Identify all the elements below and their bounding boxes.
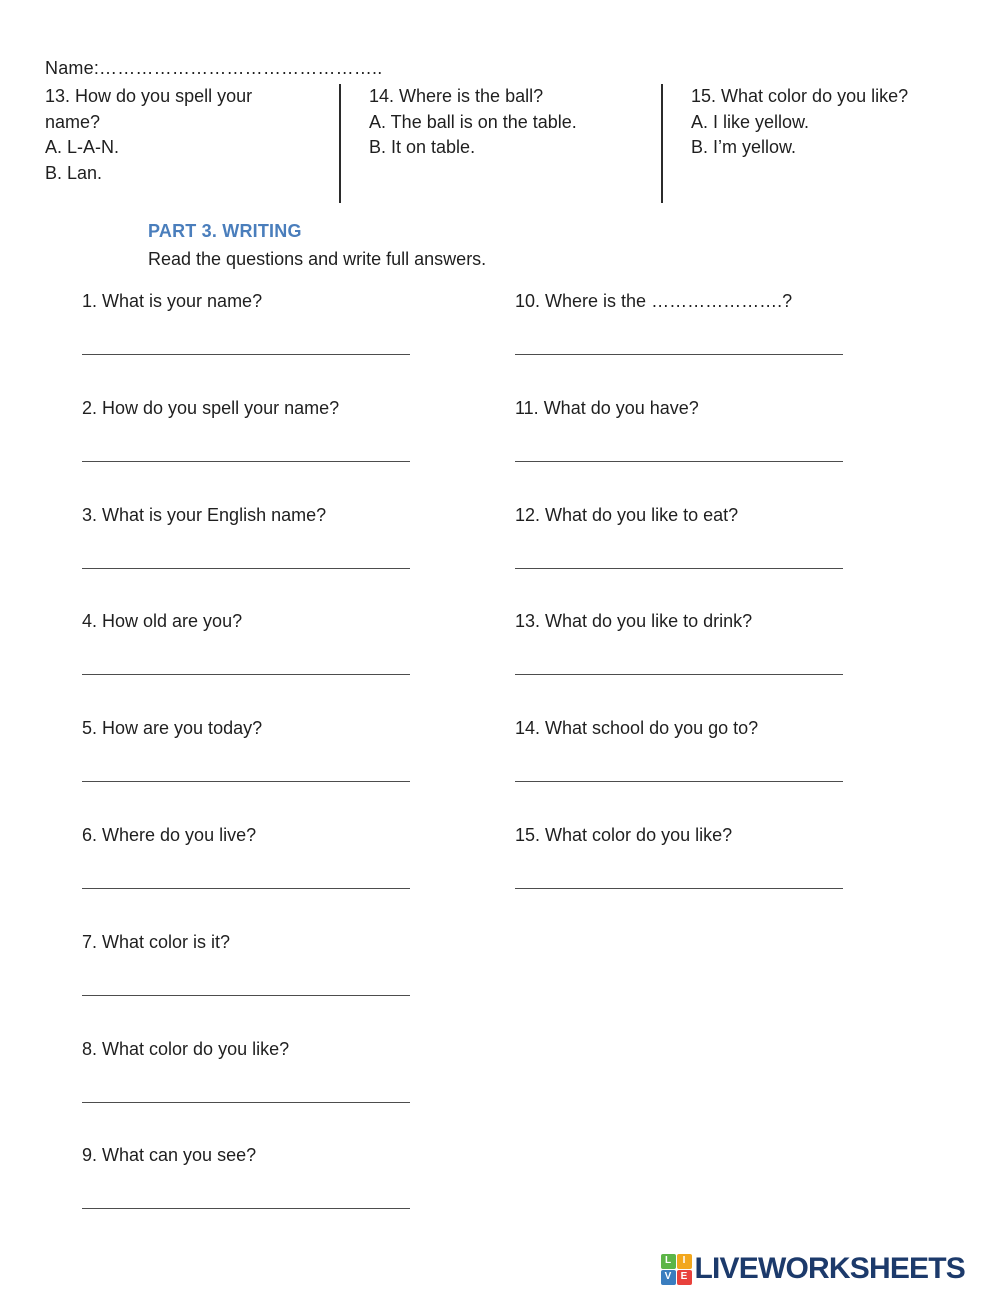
answer-line[interactable] — [82, 461, 410, 462]
multiple-choice-row — [45, 84, 975, 204]
liveworksheets-logo[interactable] — [661, 1252, 966, 1286]
question-text: 4. How old are you? — [82, 611, 243, 632]
question-block-4 — [82, 611, 502, 718]
question-text: 5. How are you today? — [82, 718, 263, 739]
answer-line[interactable] — [82, 781, 410, 782]
mc-option-b[interactable]: B. It on table. — [369, 137, 476, 157]
question-block-1 — [82, 291, 502, 398]
answer-line[interactable] — [515, 888, 843, 889]
question-block-14 — [515, 718, 935, 825]
column-divider — [339, 84, 341, 203]
answer-line[interactable] — [515, 674, 843, 675]
mc-question-15 — [662, 84, 975, 204]
question-block-6 — [82, 825, 502, 932]
mc-question-text: 15. What color do you like? — [691, 86, 909, 106]
question-block-2 — [82, 398, 502, 505]
mc-option-a[interactable]: A. The ball is on the table. — [369, 111, 577, 132]
question-block-11 — [515, 398, 935, 505]
logo-square-i: I — [677, 1254, 692, 1269]
answer-line[interactable] — [82, 354, 410, 355]
question-block-3 — [82, 505, 502, 612]
question-block-9 — [82, 1145, 502, 1252]
question-block-8 — [82, 1039, 502, 1146]
writing-questions-left-column — [82, 291, 502, 1252]
answer-line[interactable] — [82, 888, 410, 889]
question-text: 13. What do you like to drink? — [515, 611, 753, 632]
question-text: 14. What school do you go to? — [515, 718, 759, 739]
question-text: 8. What color do you like? — [82, 1038, 290, 1059]
logo-square-e: E — [677, 1270, 692, 1285]
question-block-7 — [82, 932, 502, 1039]
answer-line[interactable] — [82, 568, 410, 569]
question-text: 11. What do you have? — [515, 397, 699, 418]
question-block-13 — [515, 611, 935, 718]
mc-question-text: 13. How do you spell your name? — [45, 86, 253, 132]
question-text: 6. Where do you live? — [82, 824, 257, 845]
mc-option-a[interactable]: A. I like yellow. — [691, 111, 810, 132]
answer-line[interactable] — [82, 1102, 410, 1103]
answer-line[interactable] — [82, 995, 410, 996]
question-block-12 — [515, 505, 935, 612]
logo-square-l: L — [661, 1254, 676, 1269]
question-block-5 — [82, 718, 502, 825]
mc-option-a[interactable]: A. L-A-N. — [45, 137, 120, 157]
question-text: 12. What do you like to eat? — [515, 504, 739, 525]
mc-option-b[interactable]: B. I’m yellow. — [691, 137, 797, 157]
answer-line[interactable] — [515, 461, 843, 462]
answer-line[interactable] — [82, 674, 410, 675]
question-text: 9. What can you see? — [82, 1145, 257, 1166]
question-text: 7. What color is it? — [82, 931, 231, 952]
name-fill-in-line[interactable]: Name:……………………………………….. — [45, 58, 383, 78]
column-divider — [661, 84, 663, 203]
answer-line[interactable] — [515, 568, 843, 569]
liveworksheets-logo-icon — [661, 1254, 692, 1285]
question-text: 15. What color do you like? — [515, 824, 733, 845]
mc-question-14 — [340, 84, 662, 204]
question-block-15 — [515, 825, 935, 932]
mc-question-text: 14. Where is the ball? — [369, 86, 544, 106]
question-text: 10. Where is the ………………….? — [515, 291, 793, 311]
mc-question-13 — [45, 84, 340, 204]
answer-line[interactable] — [82, 1208, 410, 1209]
answer-line[interactable] — [515, 781, 843, 782]
question-text: 1. What is your name? — [82, 291, 263, 311]
section-instruction: Read the questions and write full answers. — [148, 249, 487, 269]
question-text: 2. How do you spell your name? — [82, 397, 340, 418]
section-heading: PART 3. WRITING — [148, 221, 302, 241]
liveworksheets-wordmark: LIVEWORKSHEETS — [694, 1252, 965, 1285]
mc-option-b[interactable]: B. Lan. — [45, 162, 103, 183]
logo-square-v: V — [661, 1270, 676, 1285]
question-text: 3. What is your English name? — [82, 504, 327, 525]
writing-questions-right-column — [515, 291, 935, 932]
question-block-10 — [515, 291, 935, 398]
answer-line[interactable] — [515, 354, 843, 355]
